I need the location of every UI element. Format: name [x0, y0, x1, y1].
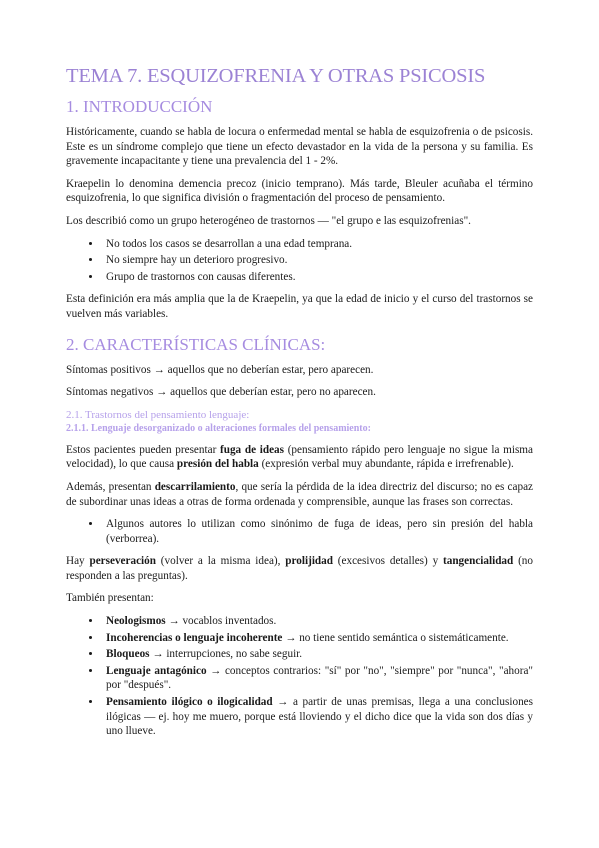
paragraph-fuga-de-ideas: Estos pacientes pueden presentar fuga de ideas (pensamiento rápido pero lenguaje no sigue la misma velocidad), lo que causa presión del habla (expresión verbal muy abundante, rápida e irrefrenable).	[66, 443, 533, 471]
list-item: • Neologismos → vocablos inventados.	[102, 614, 533, 629]
list-item: • No siempre hay un deterioro progresivo.	[102, 253, 533, 268]
bold-term: prolijidad	[285, 555, 333, 568]
subsection-heading: 2.1. Trastornos del pensamiento lenguaje:	[66, 408, 250, 421]
bullet-list-terms	[66, 614, 533, 739]
list-item: • Grupo de trastornos con causas diferentes.	[102, 270, 533, 285]
bold-term: Neologismos	[106, 615, 166, 628]
bold-term: Bloqueos	[106, 648, 150, 661]
paragraph: Esta definición era más amplia que la de Kraepelin, ya que la edad de inicio y el curso del trastornos se vuelven más variables.	[66, 293, 533, 320]
bold-term: Lenguaje antagónico	[106, 664, 207, 677]
section-heading-introduccion: 1. INTRODUCCIÓN	[66, 97, 213, 116]
list-item: • Bloqueos → interrupciones, no sabe seguir.	[102, 647, 533, 662]
list-item: • No todos los casos se desarrollan a una edad temprana.	[102, 237, 533, 252]
bullet-list	[66, 237, 533, 285]
paragraph-descarrilamiento: Además, presentan descarrilamiento, que sería la pérdida de la idea directriz del discurso; no es capaz de subordinar unas ideas a otras de forma ordenada y comprensible, aunque las frases son correctas.	[66, 480, 534, 508]
paragraph-positive-symptoms: Síntomas positivos → aquellos que no deberían estar, pero aparecen.	[66, 363, 374, 376]
paragraph-perseveracion: Hay perseveración (volver a la misma idea), prolijidad (excesivos detalles) y tangencialidad (no responden a las preguntas).	[66, 555, 533, 582]
paragraph: También presentan:	[66, 592, 154, 605]
list-item: • Pensamiento ilógico o ilogicalidad → a partir de unas premisas, llega a una conclusiones ilógicas — ej. hoy me muero, porque está lloviendo y el dicho dice que la vida son dos días y uno llueve.	[102, 695, 533, 739]
bold-term: descarrilamiento	[154, 480, 236, 493]
bold-term: tangencialidad	[443, 555, 514, 568]
bullet-list	[66, 517, 533, 546]
paragraph: Kraepelin lo denomina demencia precoz (inicio temprano). Más tarde, Bleuler acuñaba el término esquizofrenia, lo que significa división o fragmentación del proceso de pensamiento.	[66, 177, 533, 205]
list-item: • Lenguaje antagónico → conceptos contrarios: "sí" por "no", "siempre" por "nunca", "ahora" por "después".	[102, 664, 533, 693]
section-heading-caracteristicas: 2. CARACTERÍSTICAS CLÍNICAS:	[66, 334, 326, 354]
bold-term: fuga de ideas	[220, 443, 284, 456]
bold-term: presión del habla	[176, 458, 259, 471]
paragraph-negative-symptoms: Síntomas negativos → aquellos que deberían estar, pero no aparecen.	[66, 386, 376, 399]
paragraph: Históricamente, cuando se habla de locura o enfermedad mental se habla de esquizofrenia o de psicosis. Este es un síndrome complejo que tiene un efecto devastador en la vida de la persona y su familia. Es gravemente incapacitante y tiene una prevalencia del 1 - 2%.	[66, 126, 533, 168]
subsubsection-heading: 2.1.1. Lenguaje desorganizado o alteraciones formales del pensamiento:	[66, 422, 371, 434]
list-item: • Algunos autores lo utilizan como sinónimo de fuga de ideas, pero sin presión del habla (verborrea).	[102, 517, 533, 546]
paragraph: Los describió como un grupo heterogéneo de trastornos — "el grupo e las esquizofrenias".	[66, 214, 471, 227]
document-title: TEMA 7. ESQUIZOFRENIA Y OTRAS PSICOSIS	[66, 65, 486, 87]
list-item: • Incoherencias o lenguaje incoherente → no tiene sentido semántica o sistemáticamente.	[102, 631, 533, 646]
bold-term: Pensamiento ilógico o ilogicalidad	[106, 696, 273, 709]
bold-term: perseveración	[89, 555, 156, 568]
bold-term: Incoherencias o lenguaje incoherente	[106, 631, 283, 644]
